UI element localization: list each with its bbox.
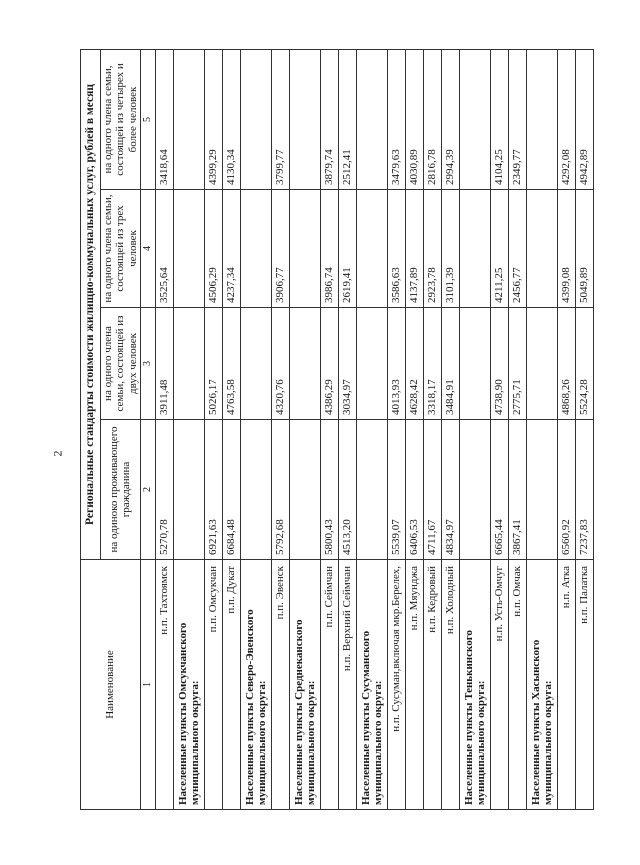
value-cell: 4628,42 xyxy=(405,308,423,420)
value-cell: 3525,64 xyxy=(155,190,173,308)
settlement-name-cell: н.п. Сусуман,включая мкр.Берелех, xyxy=(387,560,405,810)
value-cell xyxy=(459,49,490,189)
value-cell: 2816,78 xyxy=(423,49,441,189)
value-cell: 5792,68 xyxy=(271,420,289,560)
page-number: 2 xyxy=(50,450,65,457)
value-cell xyxy=(356,420,387,560)
value-cell: 2775,71 xyxy=(508,308,526,420)
column-header-two: на одного члена семьи, состоящей из двух человек xyxy=(100,308,140,420)
value-cell: 5270,78 xyxy=(155,420,173,560)
value-cell: 6406,53 xyxy=(405,420,423,560)
value-cell xyxy=(240,308,271,420)
value-cell: 4834,97 xyxy=(441,420,459,560)
group-name-cell: Населенные пункты Тенькинского муниципального округа: xyxy=(459,560,490,810)
table-row xyxy=(575,49,593,809)
value-cell: 3101,39 xyxy=(441,190,459,308)
column-header-three: на одного члена семьи, состоящей из трех человек xyxy=(100,190,140,308)
settlement-name-cell: н.п. Омчак xyxy=(508,560,526,810)
column-header-four-plus: на одного члена семьи, состоящей из четырех и более человек xyxy=(100,49,140,189)
value-cell: 4211,25 xyxy=(490,190,508,308)
column-header-single: на одиноко проживающего гражданина xyxy=(100,420,140,560)
value-cell: 3906,77 xyxy=(271,190,289,308)
value-cell: 5800,43 xyxy=(320,420,338,560)
group-name-cell: Населенные пункты Северо-Эвенского муниципального округа: xyxy=(240,560,271,810)
value-cell xyxy=(526,308,557,420)
value-cell xyxy=(240,420,271,560)
table-group-row xyxy=(459,49,490,809)
value-cell: 5026,17 xyxy=(204,308,222,420)
value-cell xyxy=(459,420,490,560)
value-cell: 4386,29 xyxy=(320,308,338,420)
value-cell: 4104,25 xyxy=(490,49,508,189)
value-cell xyxy=(173,49,204,189)
value-cell xyxy=(173,420,204,560)
table-row xyxy=(204,49,222,809)
value-cell xyxy=(356,190,387,308)
settlement-name-cell: н.п. Мяунджа xyxy=(405,560,423,810)
value-cell: 6684,48 xyxy=(222,420,240,560)
value-cell: 4320,76 xyxy=(271,308,289,420)
value-cell: 3318,17 xyxy=(423,308,441,420)
value-cell: 5049,89 xyxy=(575,190,593,308)
value-cell: 6560,92 xyxy=(557,420,575,560)
value-cell xyxy=(356,49,387,189)
value-cell: 3986,74 xyxy=(320,190,338,308)
value-cell: 4942,89 xyxy=(575,49,593,189)
value-cell: 5539,07 xyxy=(387,420,405,560)
value-cell xyxy=(459,308,490,420)
value-cell xyxy=(459,190,490,308)
value-cell xyxy=(173,190,204,308)
table-group-row xyxy=(526,49,557,809)
table-group-row xyxy=(356,49,387,809)
value-cell: 4738,90 xyxy=(490,308,508,420)
settlement-name-cell: п.п. Сеймчан xyxy=(320,560,338,810)
settlement-name-cell: н.п. Холодный xyxy=(441,560,459,810)
value-cell: 4506,29 xyxy=(204,190,222,308)
value-cell: 4763,58 xyxy=(222,308,240,420)
settlement-name-cell: н.п. Усть-Омчуг xyxy=(490,560,508,810)
value-cell: 4130,34 xyxy=(222,49,240,189)
table-body xyxy=(155,49,593,809)
value-cell: 3911,48 xyxy=(155,308,173,420)
group-name-cell: Населенные пункты Хасынского муниципального округа: xyxy=(526,560,557,810)
value-cell: 2994,39 xyxy=(441,49,459,189)
value-cell xyxy=(526,190,557,308)
column-number: 5 xyxy=(140,49,155,189)
table-group-row xyxy=(289,49,320,809)
table-row xyxy=(271,49,289,809)
value-cell xyxy=(240,49,271,189)
table-row xyxy=(405,49,423,809)
value-cell xyxy=(289,420,320,560)
settlement-name-cell: п.п. Эвенск xyxy=(271,560,289,810)
table-row xyxy=(222,49,240,809)
settlement-name-cell: н.п. Кедровый xyxy=(423,560,441,810)
table-row xyxy=(490,49,508,809)
table-row xyxy=(557,49,575,809)
value-cell: 3484,91 xyxy=(441,308,459,420)
value-cell: 2456,77 xyxy=(508,190,526,308)
value-cell: 4399,29 xyxy=(204,49,222,189)
settlement-name-cell: п.п. Дукат xyxy=(222,560,240,810)
value-cell: 2923,78 xyxy=(423,190,441,308)
value-cell: 4292,08 xyxy=(557,49,575,189)
value-cell xyxy=(173,308,204,420)
value-cell xyxy=(356,308,387,420)
column-number: 3 xyxy=(140,308,155,420)
housing-cost-standards-table xyxy=(80,49,594,810)
value-cell: 4237,34 xyxy=(222,190,240,308)
value-cell: 3479,63 xyxy=(387,49,405,189)
table-row xyxy=(423,49,441,809)
table-row xyxy=(155,49,173,809)
column-number: 1 xyxy=(140,560,155,810)
value-cell: 2512,41 xyxy=(338,49,356,189)
rotated-table-frame xyxy=(80,50,591,810)
value-cell: 4711,67 xyxy=(423,420,441,560)
value-cell xyxy=(526,49,557,189)
column-number: 4 xyxy=(140,190,155,308)
value-cell: 3799,77 xyxy=(271,49,289,189)
value-cell: 7237,83 xyxy=(575,420,593,560)
value-cell: 4030,89 xyxy=(405,49,423,189)
settlement-name-cell: н.п. Тахтоямск xyxy=(155,560,173,810)
settlement-name-cell: н.п. Верхний Сеймчан xyxy=(338,560,356,810)
table-row xyxy=(508,49,526,809)
table-row xyxy=(338,49,356,809)
value-cell: 6665,44 xyxy=(490,420,508,560)
settlement-name-cell: н.п. Палатка xyxy=(575,560,593,810)
value-cell xyxy=(289,49,320,189)
value-cell: 4513,20 xyxy=(338,420,356,560)
value-cell: 4013,93 xyxy=(387,308,405,420)
value-cell: 3034,97 xyxy=(338,308,356,420)
value-cell: 6921,63 xyxy=(204,420,222,560)
value-cell xyxy=(289,308,320,420)
value-cell xyxy=(289,190,320,308)
settlement-name-cell: н.п. Атка xyxy=(557,560,575,810)
value-cell xyxy=(526,420,557,560)
column-number: 2 xyxy=(140,420,155,560)
table-row xyxy=(387,49,405,809)
value-cell: 2619,41 xyxy=(338,190,356,308)
table-title: Региональные стандарты стоимости жилищно-коммунальных услуг, рублей в месяц xyxy=(81,49,101,559)
settlement-name-cell: п.п. Омсукчан xyxy=(204,560,222,810)
table-group-row xyxy=(173,49,204,809)
table-row xyxy=(441,49,459,809)
value-cell: 4868,26 xyxy=(557,308,575,420)
table-row xyxy=(320,49,338,809)
value-cell xyxy=(240,190,271,308)
name-column-header: Наименование xyxy=(81,560,141,810)
value-cell: 4399,08 xyxy=(557,190,575,308)
value-cell: 3586,63 xyxy=(387,190,405,308)
value-cell: 3867,41 xyxy=(508,420,526,560)
group-name-cell: Населенные пункты Омсукчанского муниципального округа: xyxy=(173,560,204,810)
group-name-cell: Населенные пункты Среднеканского муниципального округа: xyxy=(289,560,320,810)
group-name-cell: Населенные пункты Сусуманского муниципального округа: xyxy=(356,560,387,810)
table-group-row xyxy=(240,49,271,809)
value-cell: 3418,64 xyxy=(155,49,173,189)
value-cell: 4137,89 xyxy=(405,190,423,308)
value-cell: 5524,28 xyxy=(575,308,593,420)
value-cell: 3879,74 xyxy=(320,49,338,189)
value-cell: 2349,77 xyxy=(508,49,526,189)
